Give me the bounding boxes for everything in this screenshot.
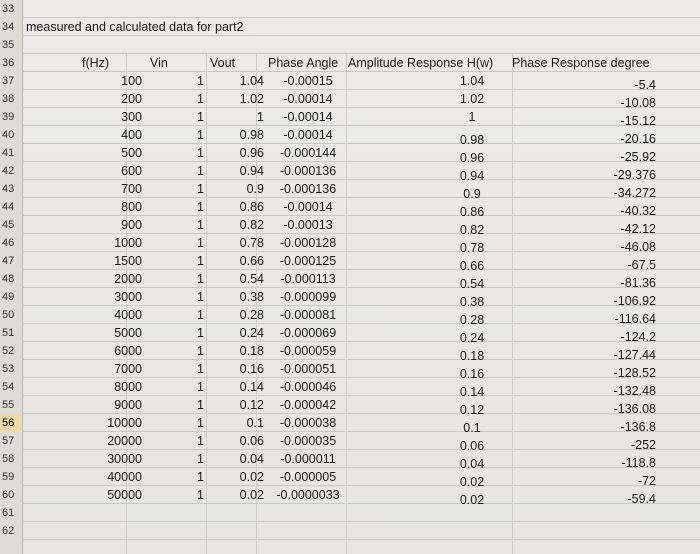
vin-cell[interactable]: 1 [197,380,204,394]
frequency-cell[interactable]: 5000 [114,326,142,340]
row-number[interactable]: 33 [2,3,15,15]
vout-cell[interactable]: 0.28 [239,308,264,322]
header-vin: Vin [150,56,168,70]
frequency-cell[interactable]: 300 [121,110,142,124]
row-number[interactable]: 54 [2,381,15,393]
amplitude-cell[interactable]: 0.98 [459,133,485,147]
row-gridline [22,539,700,540]
frequency-cell[interactable]: 6000 [114,344,142,358]
frequency-cell[interactable]: 600 [121,164,142,178]
row-number[interactable]: 38 [2,93,15,105]
phase-angle-cell[interactable]: -0.000069 [279,326,337,340]
vin-cell[interactable]: 1 [197,92,204,106]
phase-degree-cell[interactable]: -128.52 [613,366,656,380]
amplitude-cell[interactable]: 0.94 [459,169,485,183]
row-number[interactable]: 53 [2,363,15,375]
phase-angle-cell[interactable]: -0.00013 [283,218,333,232]
phase-degree-cell[interactable]: -118.8 [621,456,656,470]
frequency-cell[interactable]: 3000 [114,290,142,304]
vin-cell[interactable]: 1 [197,290,204,304]
frequency-cell[interactable]: 7000 [114,362,142,376]
amplitude-cell[interactable]: 0.28 [459,313,485,327]
vin-cell[interactable]: 1 [197,182,204,196]
phase-angle-cell[interactable]: -0.000081 [279,308,337,322]
phase-angle-cell[interactable]: -0.000125 [279,254,337,268]
header-phase-angle: Phase Angle [268,56,339,70]
row-number[interactable]: 57 [2,435,15,447]
vin-cell[interactable]: 1 [197,326,204,340]
row-number[interactable]: 52 [2,345,15,357]
vin-cell[interactable]: 1 [197,452,204,466]
row-number[interactable]: 61 [2,507,15,519]
phase-angle-cell[interactable]: -0.000011 [280,452,336,466]
amplitude-cell[interactable]: 1 [468,110,476,124]
row-number[interactable]: 43 [2,183,15,195]
amplitude-cell[interactable]: 0.14 [459,385,485,399]
amplitude-cell[interactable]: 0.86 [459,205,485,219]
phase-degree-cell[interactable]: -25.92 [620,150,656,164]
phase-degree-cell[interactable]: -252 [630,438,656,452]
vout-cell[interactable]: 0.02 [239,488,264,502]
row-number[interactable]: 35 [2,39,15,51]
vin-cell[interactable]: 1 [197,146,204,160]
phase-degree-cell[interactable]: -67.5 [627,258,656,272]
vin-cell[interactable]: 1 [197,236,204,250]
sheet-title: measured and calculated data for part2 [26,20,244,34]
frequency-cell[interactable]: 30000 [107,452,142,466]
phase-degree-cell[interactable]: -29.376 [613,168,656,182]
amplitude-cell[interactable]: 0.24 [459,331,485,345]
row-gridline [22,521,700,522]
amplitude-cell[interactable]: 0.02 [459,493,485,507]
phase-angle-cell[interactable]: -0.000035 [279,434,337,448]
frequency-cell[interactable]: 4000 [114,308,142,322]
row-number[interactable]: 39 [2,111,15,123]
phase-degree-cell[interactable]: -132.48 [613,384,656,398]
phase-angle-cell[interactable]: -0.000136 [279,164,337,178]
frequency-cell[interactable]: 10000 [107,416,142,430]
phase-degree-cell[interactable]: -34.272 [613,186,656,200]
row-number[interactable]: 40 [2,129,15,141]
amplitude-cell[interactable]: 0.1 [463,421,481,435]
phase-angle-cell[interactable]: -0.000051 [279,362,337,376]
frequency-cell[interactable]: 1000 [114,236,142,250]
phase-angle-cell[interactable]: -0.000059 [279,344,337,358]
vout-cell[interactable]: 0.04 [239,452,264,466]
phase-angle-cell[interactable]: -0.00014 [283,110,333,124]
vin-cell[interactable]: 1 [197,128,204,142]
amplitude-cell[interactable]: 0.54 [459,277,485,291]
phase-degree-cell[interactable]: -10.08 [620,96,656,110]
vout-cell[interactable]: 0.82 [239,218,264,232]
amplitude-cell[interactable]: 1.04 [459,74,485,88]
frequency-cell[interactable]: 500 [121,146,142,160]
column-gridline [206,54,207,554]
frequency-cell[interactable]: 20000 [107,434,142,448]
row-number[interactable]: 60 [2,489,15,501]
phase-degree-cell[interactable]: -72 [637,474,656,488]
frequency-cell[interactable]: 8000 [114,380,142,394]
frequency-cell[interactable]: 1500 [114,254,142,268]
amplitude-cell[interactable]: 0.96 [459,151,485,165]
phase-angle-cell[interactable]: -0.00014 [283,92,333,106]
row-number[interactable]: 41 [2,147,15,159]
amplitude-cell[interactable]: 1.02 [459,92,485,106]
vin-cell[interactable]: 1 [197,398,204,412]
phase-degree-cell[interactable]: -5.4 [634,78,656,92]
vout-cell[interactable]: 0.18 [239,344,264,358]
row-number[interactable]: 37 [2,75,15,87]
phase-angle-cell[interactable]: -0.000042 [279,398,337,412]
phase-degree-cell[interactable]: -46.08 [620,240,656,254]
vout-cell[interactable]: 0.06 [239,434,264,448]
vin-cell[interactable]: 1 [197,344,204,358]
row-number[interactable]: 44 [2,201,15,213]
vin-cell[interactable]: 1 [197,416,204,430]
frequency-cell[interactable]: 900 [121,218,142,232]
amplitude-cell[interactable]: 0.06 [459,439,485,453]
header-frequency: f(Hz) [82,56,110,70]
amplitude-cell[interactable]: 0.66 [459,259,485,273]
frequency-cell[interactable]: 50000 [107,488,142,502]
vin-cell[interactable]: 1 [197,488,204,502]
amplitude-cell[interactable]: 0.38 [459,295,485,309]
vin-cell[interactable]: 1 [197,218,204,232]
phase-degree-cell[interactable]: -15.12 [620,114,656,128]
vout-cell[interactable]: 0.38 [239,290,264,304]
row-number[interactable]: 34 [2,21,15,33]
row-number[interactable]: 58 [2,453,15,465]
frequency-cell[interactable]: 700 [121,182,142,196]
row-number[interactable]: 55 [2,399,15,411]
vout-cell[interactable]: 0.1 [246,416,264,430]
amplitude-cell[interactable]: 0.04 [459,457,485,471]
phase-degree-cell[interactable]: -40.32 [620,204,656,218]
vout-cell[interactable]: 0.78 [239,236,264,250]
amplitude-cell[interactable]: 0.9 [463,187,481,201]
vin-cell[interactable]: 1 [197,470,204,484]
row-number[interactable]: 36 [2,57,15,69]
amplitude-cell[interactable]: 0.12 [459,403,485,417]
phase-degree-cell[interactable]: -116.64 [614,312,656,326]
row-number[interactable]: 50 [2,309,15,321]
phase-angle-cell[interactable]: -0.000144 [279,146,337,160]
phase-degree-cell[interactable]: -124.2 [620,330,656,344]
frequency-cell[interactable]: 800 [121,200,142,214]
row-number[interactable]: 46 [2,237,15,249]
row-number[interactable]: 62 [2,525,15,537]
vout-cell[interactable]: 0.94 [239,164,264,178]
phase-degree-cell[interactable]: -42.12 [620,222,656,236]
frequency-cell[interactable]: 400 [121,128,142,142]
vin-cell[interactable]: 1 [197,362,204,376]
vin-cell[interactable]: 1 [197,110,204,124]
phase-angle-cell[interactable]: -0.00014 [283,128,333,142]
amplitude-cell[interactable]: 0.82 [459,223,485,237]
frequency-cell[interactable]: 200 [121,92,142,106]
phase-angle-cell[interactable]: -0.000046 [279,380,337,394]
vin-cell[interactable]: 1 [197,74,204,88]
frequency-cell[interactable]: 40000 [107,470,142,484]
phase-degree-cell[interactable]: -106.92 [613,294,656,308]
vout-cell[interactable]: 0.96 [239,146,264,160]
phase-degree-cell[interactable]: -136.8 [620,420,656,434]
vin-cell[interactable]: 1 [197,434,204,448]
vout-cell[interactable]: 0.02 [239,470,264,484]
amplitude-cell[interactable]: 0.02 [459,475,485,489]
vin-cell[interactable]: 1 [197,200,204,214]
vout-cell[interactable]: 0.14 [239,380,264,394]
row-number[interactable]: 56 [0,414,22,432]
frequency-cell[interactable]: 100 [121,74,142,88]
phase-degree-cell[interactable]: -127.44 [613,348,656,362]
phase-angle-cell[interactable]: -0.000099 [279,290,337,304]
phase-angle-cell[interactable]: -0.00014 [283,200,333,214]
vin-cell[interactable]: 1 [197,164,204,178]
phase-degree-cell[interactable]: -136.08 [613,402,656,416]
frequency-cell[interactable]: 2000 [114,272,142,286]
row-number[interactable]: 51 [2,327,15,339]
header-vout: Vout [210,56,236,70]
vout-cell[interactable]: 0.16 [239,362,264,376]
vout-cell[interactable]: 0.54 [239,272,264,286]
phase-degree-cell[interactable]: -81.36 [620,276,656,290]
phase-degree-cell[interactable]: -59.4 [627,492,656,506]
phase-angle-cell[interactable]: -0.000136 [279,182,337,196]
row-number[interactable]: 48 [2,273,15,285]
vin-cell[interactable]: 1 [197,254,204,268]
vout-cell[interactable]: 0.24 [239,326,264,340]
vout-cell[interactable]: 1.02 [239,92,264,106]
vout-cell[interactable]: 0.98 [239,128,264,142]
header-phase-response-degree: Phase Response degree [512,56,650,70]
phase-degree-cell[interactable]: -20.16 [620,132,656,146]
vout-cell[interactable]: 0.86 [239,200,264,214]
column-gridline [512,54,513,554]
amplitude-cell[interactable]: 0.18 [459,349,485,363]
amplitude-cell[interactable]: 0.16 [459,367,485,381]
phase-angle-cell[interactable]: -0.000038 [279,416,337,430]
row-number[interactable]: 49 [2,291,15,303]
frequency-cell[interactable]: 9000 [114,398,142,412]
header-amplitude-response: Amplitude Response H(w) [348,56,494,70]
vout-cell[interactable]: 1 [257,110,264,124]
phase-angle-cell[interactable]: -0.00015 [283,74,333,88]
phase-angle-cell[interactable]: -0.000113 [280,272,336,286]
row-number[interactable]: 47 [2,255,15,267]
phase-angle-cell[interactable]: -0.000128 [279,236,337,250]
vout-cell[interactable]: 0.9 [246,182,264,196]
phase-angle-cell[interactable]: -0.0000033 [276,488,340,502]
vout-cell[interactable]: 0.66 [239,254,264,268]
vin-cell[interactable]: 1 [197,272,204,286]
amplitude-cell[interactable]: 0.78 [459,241,485,255]
row-number[interactable]: 42 [2,165,15,177]
row-number[interactable]: 59 [2,471,15,483]
phase-angle-cell[interactable]: -0.000005 [279,470,337,484]
vout-cell[interactable]: 1.04 [239,74,264,88]
row-number[interactable]: 45 [2,219,15,231]
vout-cell[interactable]: 0.12 [239,398,264,412]
vin-cell[interactable]: 1 [197,308,204,322]
